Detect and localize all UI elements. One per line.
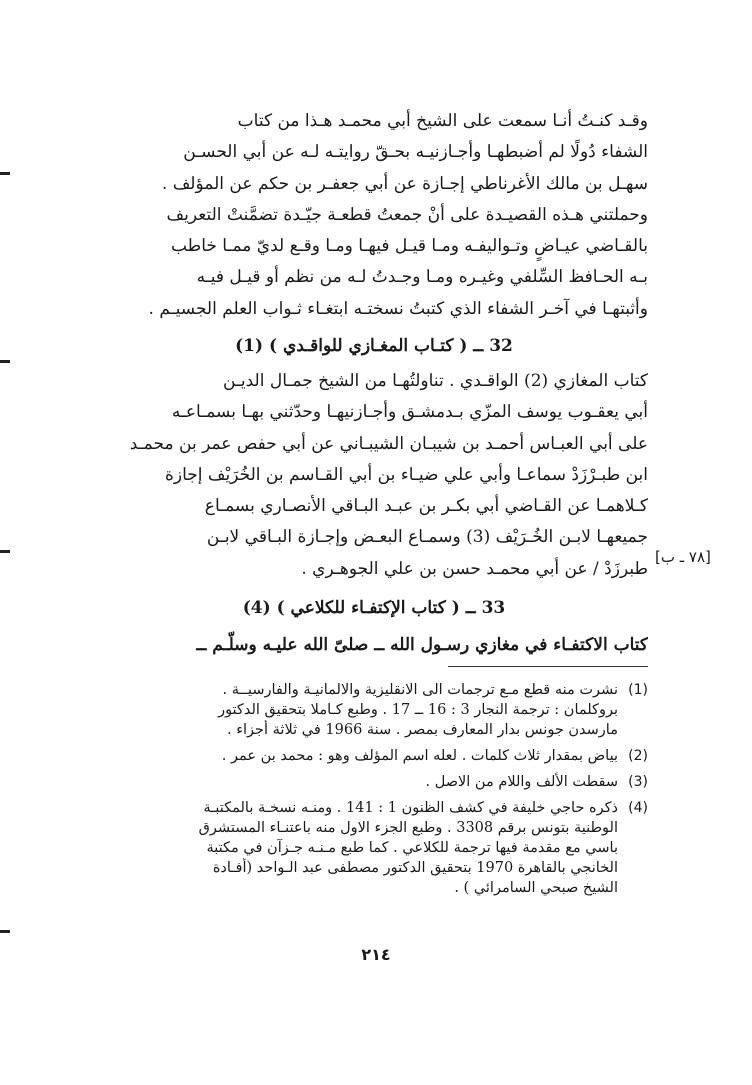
text-line: كـلاهمـا عن القـاضي أبي بكـر بن عبـد البـاقي الأنصـاري بسمـاع [204, 496, 648, 517]
manuscript-folio-note: [٧٨ ـ ب] [655, 548, 711, 566]
intro-paragraph [100, 106, 648, 325]
footnote-number: (4) [628, 800, 648, 816]
section-33-paragraph [100, 630, 648, 661]
scan-edge-mark [0, 550, 10, 553]
scan-edge-mark [0, 930, 10, 933]
page-number: ٢١٤ [361, 945, 391, 964]
scan-edge-mark [0, 360, 10, 363]
footnote-line: الخانجي بالقاهرة 1970 بتحقيق الدكتور مصطفى عبد الـواحد (أفـادة [212, 860, 618, 876]
text-line: طبرزَدْ / عن أبي محمـد حسن بن علي الجوهـري . [301, 558, 648, 579]
scan-edge-mark [0, 172, 10, 175]
text-line: وقـد كنـتُ أنـا سمعت على الشيخ أبي محمـد هـذا من كتاب [237, 111, 648, 131]
text-line: وحملتني هـذه القصيـدة على أنْ جمعتُ قطعـة جيّـدة تضمَّنتْ التعريف [166, 204, 648, 225]
footnote-number: (2) [628, 748, 648, 764]
footnote-number: (3) [628, 774, 648, 790]
footnote [100, 772, 648, 792]
footnote-divider [448, 666, 648, 667]
text-line: كتاب الاكتفـاء في مغازي رسـول الله ــ صلىّ الله عليـه وسلّـم ــ [196, 635, 648, 655]
footnote-line: الوطنية بتونس برقم 3308 . وطبع الجزء الاول منه باعتنـاء المستشرق [198, 820, 618, 836]
section-heading-33: 33 ــ ( كتاب الإكتفـاء للكلاعي ) (4) [242, 598, 506, 618]
footnote-line: بياض بمقدار ثلاث كلمات . لعله اسم المؤلف وهو : محمد بن عمر . [221, 748, 618, 764]
footnote-line: سقطت الألف واللام من الاصل . [425, 774, 618, 790]
footnote-line: ذكره حاجي خليفة في كشف الظنون 1 : 141 . ومنـه نسخـة بالمكتبـة [203, 800, 618, 816]
text-line: ابن طبـرْزَدْ سماعـا وأبي علي ضيـاء بن أبي القـاسم بن الخُرَيْف إجازة [165, 464, 648, 485]
footnotes [100, 680, 648, 904]
footnote [100, 798, 648, 898]
section-heading-32: 32 ــ ( كتـاب المغـازي للواقـدي ) (1) [235, 336, 513, 356]
text-line: على أبي العبـاس أحمـد بن شيبـان الشيبـاني عن أبي حفص عمر بن محمـد [129, 433, 648, 454]
footnote [100, 680, 648, 740]
text-line: سهـل بن مالك الأغرناطي إجـازة عن أبي جعفـر بن حكم عن المؤلف . [161, 173, 648, 194]
text-line: جميعهـا لابـن الخُـرَيْف (3) وسمـاع البعـض وإجـازة البـاقي لابـن [206, 527, 648, 548]
footnote-line: نشرت منه قطع مـع ترجمات الى الانقليزية والالمانيـة والفارسيــة . [222, 682, 618, 698]
footnote-number: (1) [628, 682, 648, 698]
text-line: بالقـاضي عيـاضٍ وتـواليفـه ومـا قيـل فيهـا ومـا وقـع لديّ ممـا خاطب [170, 236, 648, 257]
text-line: وأثبتهـا في آخـر الشفاء الذي كتبتُ نسختـه ابتغـاء ثـواب العلم الجسيـم . [148, 298, 648, 319]
footnote-line: باسي مع مقدمة فيها ترجمة للكلاعي . كما طبع مـنـه جـزآن في مكتبة [206, 840, 618, 856]
text-line: الشفاء دُولًا لم أضبطهـا وأجـازنيـه بحـقّ روايتـه لـه عن أبي الحسـن [183, 142, 648, 163]
footnote-line: مارسدن جونس بدار المعارف بمصر . سنة 1966 في ثلاثة أجزاء . [226, 722, 618, 738]
footnote [100, 746, 648, 766]
section-32-paragraph [100, 366, 648, 585]
footnote-line: الشيخ صبحي السامرائي ) . [454, 880, 618, 896]
footnote-line: بروكلمان : ترجمة النجار 3 : 16 ــ 17 . وطبع كـاملا بتحقيق الدكتور [218, 702, 618, 718]
text-line: أبي يعقـوب يوسف المزّي بـدمشـق وأجـازنيهـا وحدّثني بهـا بسمـاعـه [171, 402, 648, 423]
text-line: كتاب المغازي (2) الواقـدي . تناولتُهـا من الشيخ جمـال الديـن [222, 371, 648, 391]
text-line: بـه الحـافظ السِّلفي وغيـره ومـا وجـدتُ لـه من نظم أو قيـل فيـه [196, 267, 648, 288]
